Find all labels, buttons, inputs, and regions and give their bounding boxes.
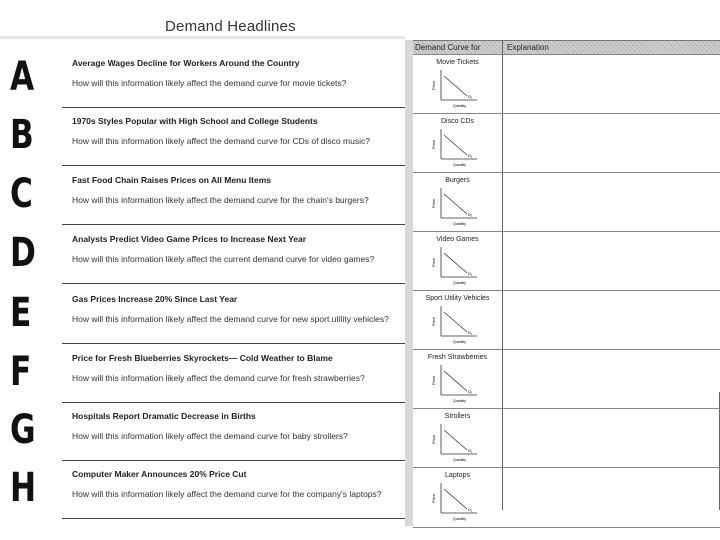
quantity-axis-label: Quantity	[453, 281, 467, 285]
demand-curve-cell	[413, 291, 502, 349]
row-letter: F	[10, 349, 32, 395]
demand-curve-cell	[413, 350, 502, 408]
table-header	[413, 40, 720, 55]
demand-line	[444, 194, 467, 214]
page-title: Demand Headlines	[165, 18, 296, 35]
headline-text: 1970s Styles Popular with High School and College Students	[72, 116, 318, 126]
curve-title: Video Games	[436, 236, 479, 243]
headline-text: Average Wages Decline for Workers Around the Country	[72, 58, 300, 68]
curve-title: Burgers	[445, 177, 470, 184]
quantity-axis-label: Quantity	[453, 222, 467, 226]
question-text: How will this information likely affect the demand curve for fresh strawberries?	[72, 373, 365, 383]
demand-curve-graph	[431, 245, 481, 287]
row-underline	[62, 165, 405, 166]
quantity-axis-label: Quantity	[453, 399, 467, 403]
price-axis-label: Price	[431, 198, 436, 208]
curve-title: Sport Utility Vehicles	[425, 295, 490, 302]
demand-line	[444, 312, 467, 332]
headline-text: Hospitals Report Dramatic Decrease in Births	[72, 411, 256, 421]
demand-line	[444, 371, 467, 391]
row-letter: G	[10, 407, 36, 453]
headline-row	[0, 226, 405, 284]
demand-curve-graph	[431, 127, 481, 169]
row-letter: D	[10, 230, 36, 276]
row-letter: A	[10, 54, 35, 100]
headline-row	[0, 108, 405, 166]
header-demand-curve: Demand Curve for	[415, 43, 481, 52]
header-explanation: Explanation	[507, 43, 549, 52]
price-axis-label: Price	[431, 316, 436, 326]
price-axis-label: Price	[431, 493, 436, 503]
demand-line	[444, 489, 467, 509]
price-axis-label: Price	[431, 375, 436, 385]
column-divider	[502, 40, 503, 510]
curve-title: Laptops	[445, 472, 470, 479]
demand-curve-graph	[431, 186, 481, 228]
question-text: How will this information likely affect the demand curve for new sport utility vehicles?	[72, 314, 389, 324]
quantity-axis-label: Quantity	[453, 163, 467, 167]
headline-row	[0, 461, 405, 519]
price-axis-label: Price	[431, 139, 436, 149]
headline-text: Gas Prices Increase 20% Since Last Year	[72, 294, 238, 304]
curve-title: Fresh Strawberries	[427, 354, 488, 361]
row-letter: C	[10, 171, 33, 217]
quantity-axis-label: Quantity	[453, 517, 467, 521]
question-text: How will this information likely affect the demand curve for CDs of disco music?	[72, 136, 370, 146]
demand-curve-graph	[431, 481, 481, 523]
curve-label: D₁	[468, 330, 473, 335]
quantity-axis-label: Quantity	[453, 458, 467, 462]
demand-line	[444, 135, 467, 155]
curve-title: Disco CDs	[440, 118, 475, 125]
question-text: How will this information likely affect the demand curve for the company's laptops?	[72, 489, 382, 499]
headline-text: Price for Fresh Blueberries Skyrockets— Cold Weather to Blame	[72, 353, 333, 363]
question-text: How will this information likely affect the demand curve for the chain's burgers?	[72, 195, 369, 205]
row-letter: E	[10, 290, 32, 336]
price-axis-label: Price	[431, 434, 436, 444]
demand-curve-cell	[413, 114, 502, 172]
demand-line	[444, 430, 467, 450]
demand-curve-cell	[413, 55, 502, 113]
curve-label: D₁	[468, 507, 473, 512]
row-underline	[62, 343, 405, 344]
demand-curve-cell	[413, 409, 502, 467]
demand-curve-cell	[413, 232, 502, 290]
curve-label: D₁	[468, 271, 473, 276]
headline-row	[0, 345, 405, 403]
demand-line	[444, 76, 467, 96]
table-bottom-border	[413, 527, 720, 528]
curve-label: D₁	[468, 389, 473, 394]
question-text: How will this information likely affect the demand curve for movie tickets?	[72, 78, 347, 88]
curve-title: Strollers	[444, 413, 471, 420]
quantity-axis-label: Quantity	[453, 340, 467, 344]
headline-text: Analysts Predict Video Game Prices to Increase Next Year	[72, 234, 307, 244]
row-underline	[62, 518, 405, 519]
headline-row	[0, 167, 405, 225]
demand-curve-cell	[413, 173, 502, 231]
question-text: How will this information likely affect the current demand curve for video games?	[72, 254, 375, 264]
headline-row	[0, 50, 405, 108]
curve-label: D₁	[468, 212, 473, 217]
question-text: How will this information likely affect the demand curve for baby strollers?	[72, 431, 348, 441]
headlines-panel	[0, 36, 412, 526]
price-axis-label: Price	[431, 80, 436, 90]
demand-curve-graph	[431, 304, 481, 346]
row-letter: B	[10, 112, 34, 158]
curve-title: Movie Tickets	[436, 59, 479, 66]
demand-table	[413, 40, 720, 530]
price-axis-label: Price	[431, 257, 436, 267]
curve-label: D₁	[468, 94, 473, 99]
headline-text: Computer Maker Announces 20% Price Cut	[72, 469, 247, 479]
demand-curve-cell	[413, 468, 502, 526]
quantity-axis-label: Quantity	[453, 104, 467, 108]
headline-row	[0, 403, 405, 461]
demand-line	[444, 253, 467, 273]
demand-curve-graph	[431, 422, 481, 464]
curve-label: D₁	[468, 153, 473, 158]
headline-text: Fast Food Chain Raises Prices on All Menu Items	[72, 175, 272, 185]
row-underline	[62, 283, 405, 284]
demand-curve-graph	[431, 68, 481, 110]
curve-label: D₁	[468, 448, 473, 453]
demand-curve-graph	[431, 363, 481, 405]
row-letter: H	[10, 465, 37, 511]
row-underline	[62, 224, 405, 225]
headline-row	[0, 286, 405, 344]
